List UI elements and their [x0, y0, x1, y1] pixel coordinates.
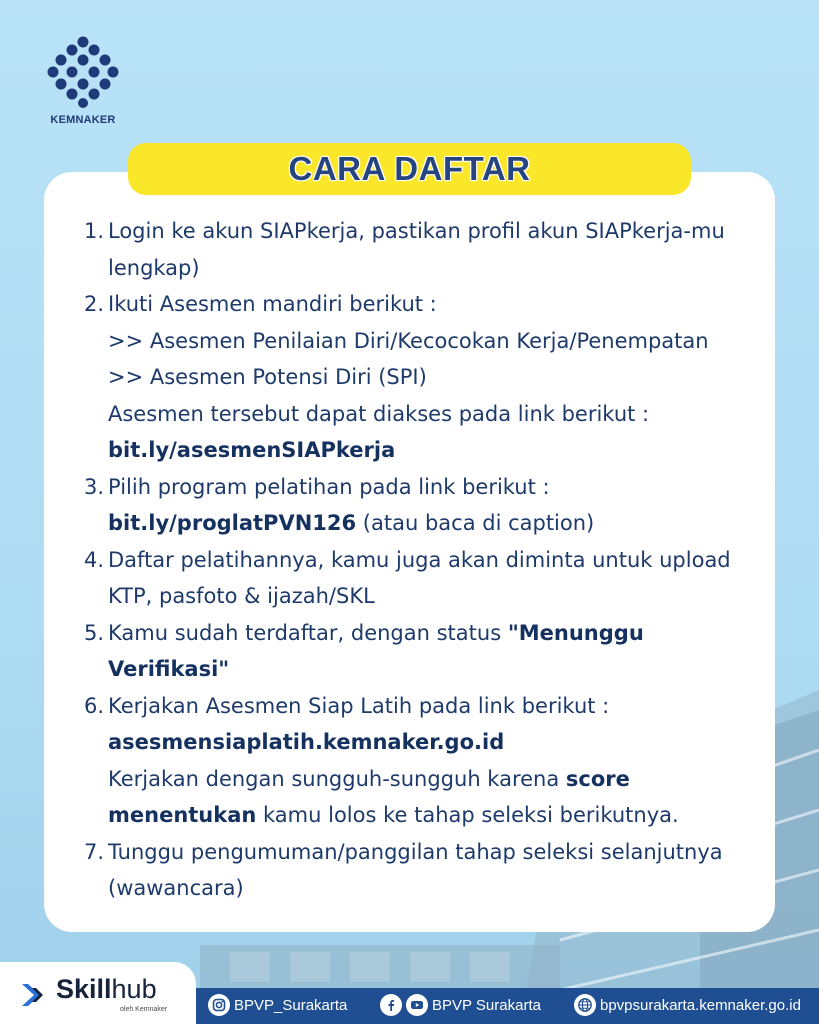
siaplatih-link[interactable]: asesmensiaplatih.kemnaker.go.id: [108, 730, 505, 754]
emphasis-text: score: [565, 766, 630, 791]
step-number: 7.: [84, 839, 105, 864]
step-number: 3.: [84, 474, 105, 499]
globe-icon: [574, 994, 596, 1016]
website-text: bpvpsurakarta.kemnaker.go.id: [600, 996, 801, 1014]
step-text: Kerjakan Asesmen Siap Latih pada link berikut :: [108, 693, 610, 718]
step-text: >> Asesmen Potensi Diri (SPI): [108, 365, 427, 389]
emphasis-text: menentukan: [108, 803, 257, 827]
step-text: Asesmen tersebut dapat diakses pada link berikut :: [108, 401, 650, 426]
step-1: [84, 213, 764, 286]
step-number: 2.: [84, 292, 105, 316]
status-text: "Menunggu: [507, 620, 644, 645]
title-banner: [128, 143, 691, 195]
step-text: (atau baca di caption): [356, 511, 595, 535]
step-2: [84, 286, 764, 469]
instagram-icon: [208, 994, 230, 1016]
asesmen-link[interactable]: bit.ly/asesmenSIAPkerja: [108, 438, 396, 462]
steps-list: [84, 213, 764, 907]
facebook-youtube-handle[interactable]: [380, 994, 541, 1016]
logo-text: KEMNAKER: [50, 114, 116, 126]
step-text: lengkap): [108, 255, 200, 280]
status-text: Verifikasi": [108, 657, 230, 681]
skillhub-arrow-icon: [20, 982, 50, 1008]
step-text: Kamu sudah terdaftar, dengan status: [108, 620, 508, 645]
step-text: Pilih program pelatihan pada link berikut :: [108, 474, 550, 499]
step-text: KTP, pasfoto & ijazah/SKL: [108, 584, 375, 608]
step-text: >> Asesmen Penilaian Diri/Kecocokan Kerja/Penempatan: [108, 328, 709, 353]
kemnaker-logo: [44, 36, 122, 126]
page-title: CARA DAFTAR: [288, 150, 531, 187]
skillhub-text-b: hub: [111, 974, 157, 1004]
skillhub-text-a: Skill: [56, 974, 112, 1004]
website-link[interactable]: [574, 994, 801, 1016]
proglat-link[interactable]: bit.ly/proglatPVN126: [108, 511, 357, 535]
step-text: Kerjakan dengan sungguh-sungguh karena: [108, 766, 566, 791]
fb-yt-text: BPVP Surakarta: [432, 996, 541, 1014]
step-text: Daftar pelatihannya, kamu juga akan diminta untuk upload: [108, 547, 731, 572]
step-7: [84, 834, 764, 907]
kemnaker-emblem-icon: [47, 36, 119, 108]
skillhub-subtitle: oleh Kemnaker: [120, 1006, 168, 1013]
skillhub-logo: [0, 962, 196, 1024]
step-text: (wawancara): [108, 876, 244, 900]
step-number: 6.: [84, 693, 105, 718]
step-number: 1.: [84, 219, 105, 243]
step-6: [84, 688, 764, 834]
step-number: 5.: [84, 620, 105, 645]
facebook-icon: [380, 994, 402, 1016]
instagram-handle[interactable]: [208, 994, 347, 1016]
instagram-text: BPVP_Surakarta: [234, 996, 348, 1014]
step-text: Ikuti Asesmen mandiri berikut :: [108, 292, 437, 316]
step-3: [84, 469, 764, 542]
step-text: kamu lolos ke tahap seleksi berikutnya.: [256, 803, 679, 827]
step-5: [84, 615, 764, 688]
step-text: Tunggu pengumuman/panggilan tahap seleksi selanjutnya: [108, 839, 723, 864]
youtube-icon: [406, 994, 428, 1016]
step-4: [84, 542, 764, 615]
step-number: 4.: [84, 547, 105, 572]
step-text: Login ke akun SIAPkerja, pastikan profil akun SIAPkerja-mu: [108, 219, 725, 243]
